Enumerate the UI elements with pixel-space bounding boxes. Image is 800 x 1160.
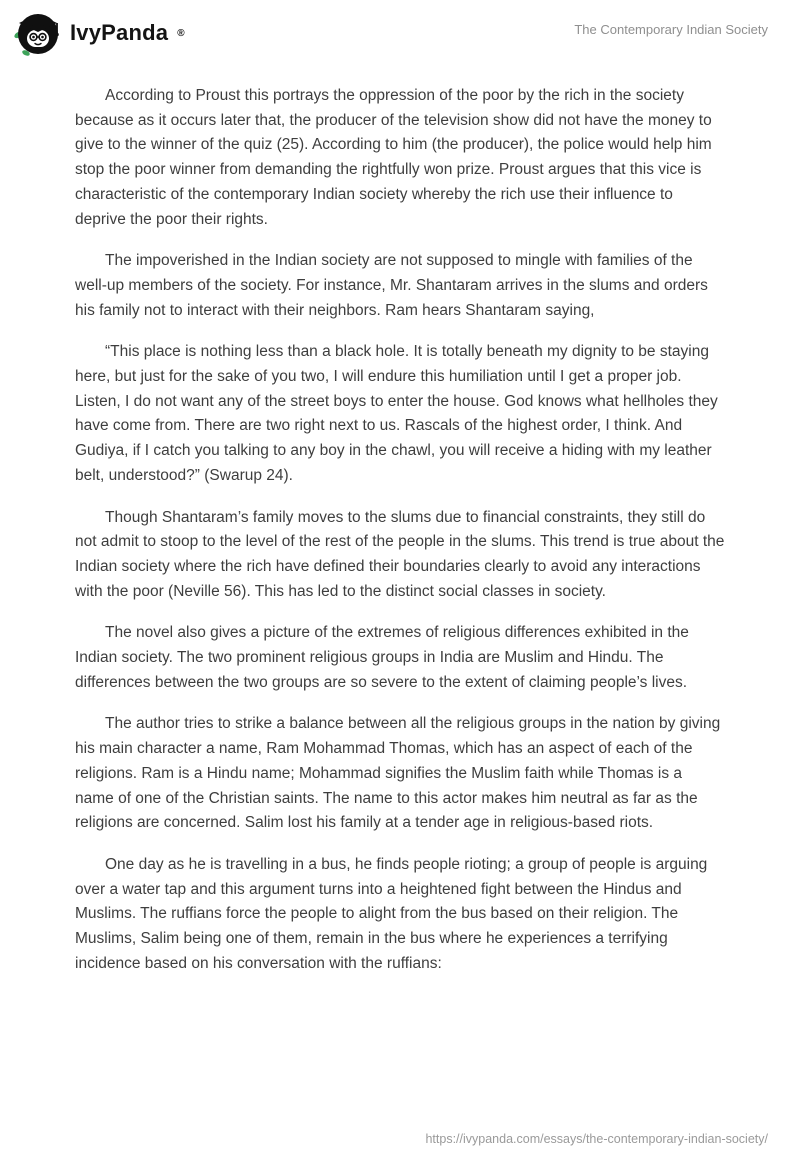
essay-paragraph: The impoverished in the Indian society are not supposed to mingle with families of the well-up members of the society. For instance, Mr. Shantaram arrives in the slums and orders his family not to interact with their neighbors. Ram hears Shantaram saying, — [75, 252, 708, 319]
registered-trademark: ® — [177, 27, 185, 39]
essay-paragraph: The novel also gives a picture of the extremes of religious differences exhibited in the Indian society. The two prominent religious groups in India are Muslim and Hindu. The differences between the two groups are so severe to the extent of claiming people’s lives. — [75, 624, 689, 691]
essay-paragraph: According to Proust this portrays the oppression of the poor by the rich in the society because as it occurs later that, the producer of the television show did not have the money to give to the winner of the quiz (25). According to him (the producer), the police would help him stop the poor winner from demanding the rightfully won prize. Proust argues that this vice is characteristic of the contemporary Indian society whereby the rich use their influence to deprive the poor their rights. — [75, 87, 712, 228]
essay-page-title: The Contemporary Indian Society — [574, 22, 768, 37]
page-header — [0, 0, 800, 62]
essay-paragraph: The author tries to strike a balance between all the religious groups in the nation by giving his main character a name, Ram Mohammad Thomas, which has an aspect of each of the religions. Ram is a Hindu name; Mohammad signifies the Muslim faith while Thomas is a name of one of the Christian saints. The name to this actor makes him neutral as far as the religions are concerned. Salim lost his family at a tender age in religious-based riots. — [75, 715, 721, 832]
ivypanda-logo-link[interactable] — [12, 8, 185, 58]
ivypanda-panda-logo-icon — [12, 8, 62, 58]
essay-content — [0, 62, 800, 977]
source-url-link[interactable]: https://ivypanda.com/essays/the-contemporary-indian-society/ — [425, 1132, 768, 1146]
brand-name: IvyPanda — [70, 20, 169, 45]
essay-paragraph: Though Shantaram’s family moves to the slums due to financial constraints, they still do not admit to stoop to the level of the rest of the people in the slums. This trend is true about the Indian society where the rich have defined their boundaries clearly to avoid any interactions with the poor (Neville 56). This has led to the distinct social classes in society. — [75, 508, 725, 600]
page-footer — [425, 1130, 768, 1148]
essay-paragraph-quote: “This place is nothing less than a black hole. It is totally beneath my dignity to be staying here, but just for the sake of you two, I will endure this humiliation until I get a proper job. Listen, I do not want any of the street boys to enter the house. God knows what hellholes they have come from. There are two right next to us. Rascals of the highest order, I think. And Gudiya, if I catch you talking to any boy in the chawl, you will receive a hiding with my leather belt, understood?” (Swarup 24). — [75, 343, 718, 484]
essay-paragraph: One day as he is travelling in a bus, he finds people rioting; a group of people is arguing over a water tap and this argument turns into a heightened fight between the Hindus and Muslims. The ruffians force the people to alight from the bus based on their religion. The Muslims, Salim being one of them, remain in the bus where he experiences a terrifying incidence based on his conversation with the ruffians: — [75, 855, 708, 972]
